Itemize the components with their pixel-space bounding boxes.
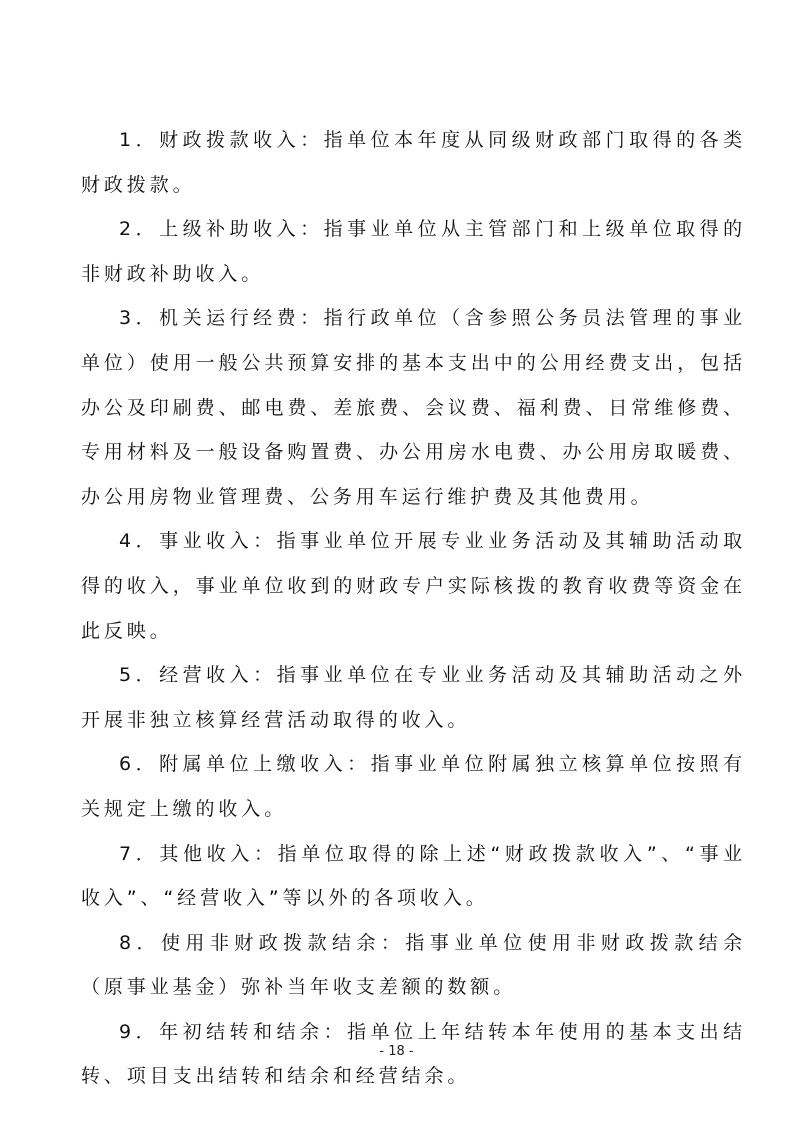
paragraph-non-fiscal-surplus-use: 8．使用非财政拨款结余：指事业单位使用非财政拨款结余（原事业基金）弥补当年收支差额的数额。 — [81, 931, 746, 999]
page-number: - 18 - — [379, 1044, 414, 1059]
paragraph-business-income: 4．事业收入：指事业单位开展专业业务活动及其辅助活动取得的收入，事业单位收到的财政专户实际核拨的教育收费等资金在此反映。 — [81, 530, 746, 642]
document-body — [81, 118, 746, 1099]
paragraph-beginning-carryover: 9．年初结转和结余：指单位上年结转本年使用的基本支出结转、项目支出结转和结余和经营结余。 — [81, 1020, 746, 1088]
paragraph-other-income: 7．其他收入：指单位取得的除上述“财政拨款收入”、“事业收入”、“经营收入”等以外的各项收入。 — [81, 842, 746, 910]
paragraph-operating-income: 5．经营收入：指事业单位在专业业务活动及其辅助活动之外开展非独立核算经营活动取得的收入。 — [81, 664, 746, 731]
paragraph-subordinate-unit-remittance: 6．附属单位上缴收入：指事业单位附属独立核算单位按照有关规定上缴的收入。 — [81, 753, 746, 820]
paragraph-fiscal-appropriation-income: 1．财政拨款收入：指单位本年度从同级财政部门取得的各类财政拨款。 — [81, 129, 746, 196]
paragraph-superior-subsidy-income: 2．上级补助收入：指事业单位从主管部门和上级单位取得的非财政补助收入。 — [81, 218, 746, 285]
paragraph-agency-operating-expenses: 3．机关运行经费：指行政单位（含参照公务员法管理的事业单位）使用一般公共预算安排的基本支出中的公用经费支出，包括办公及印刷费、邮电费、差旅费、会议费、福利费、日常维修费、专用材料及一般设备购置费、办公用房水电费、办公用房取暖费、办公用房物业管理费、公务用车运行维护费及其他费用。 — [81, 307, 746, 508]
